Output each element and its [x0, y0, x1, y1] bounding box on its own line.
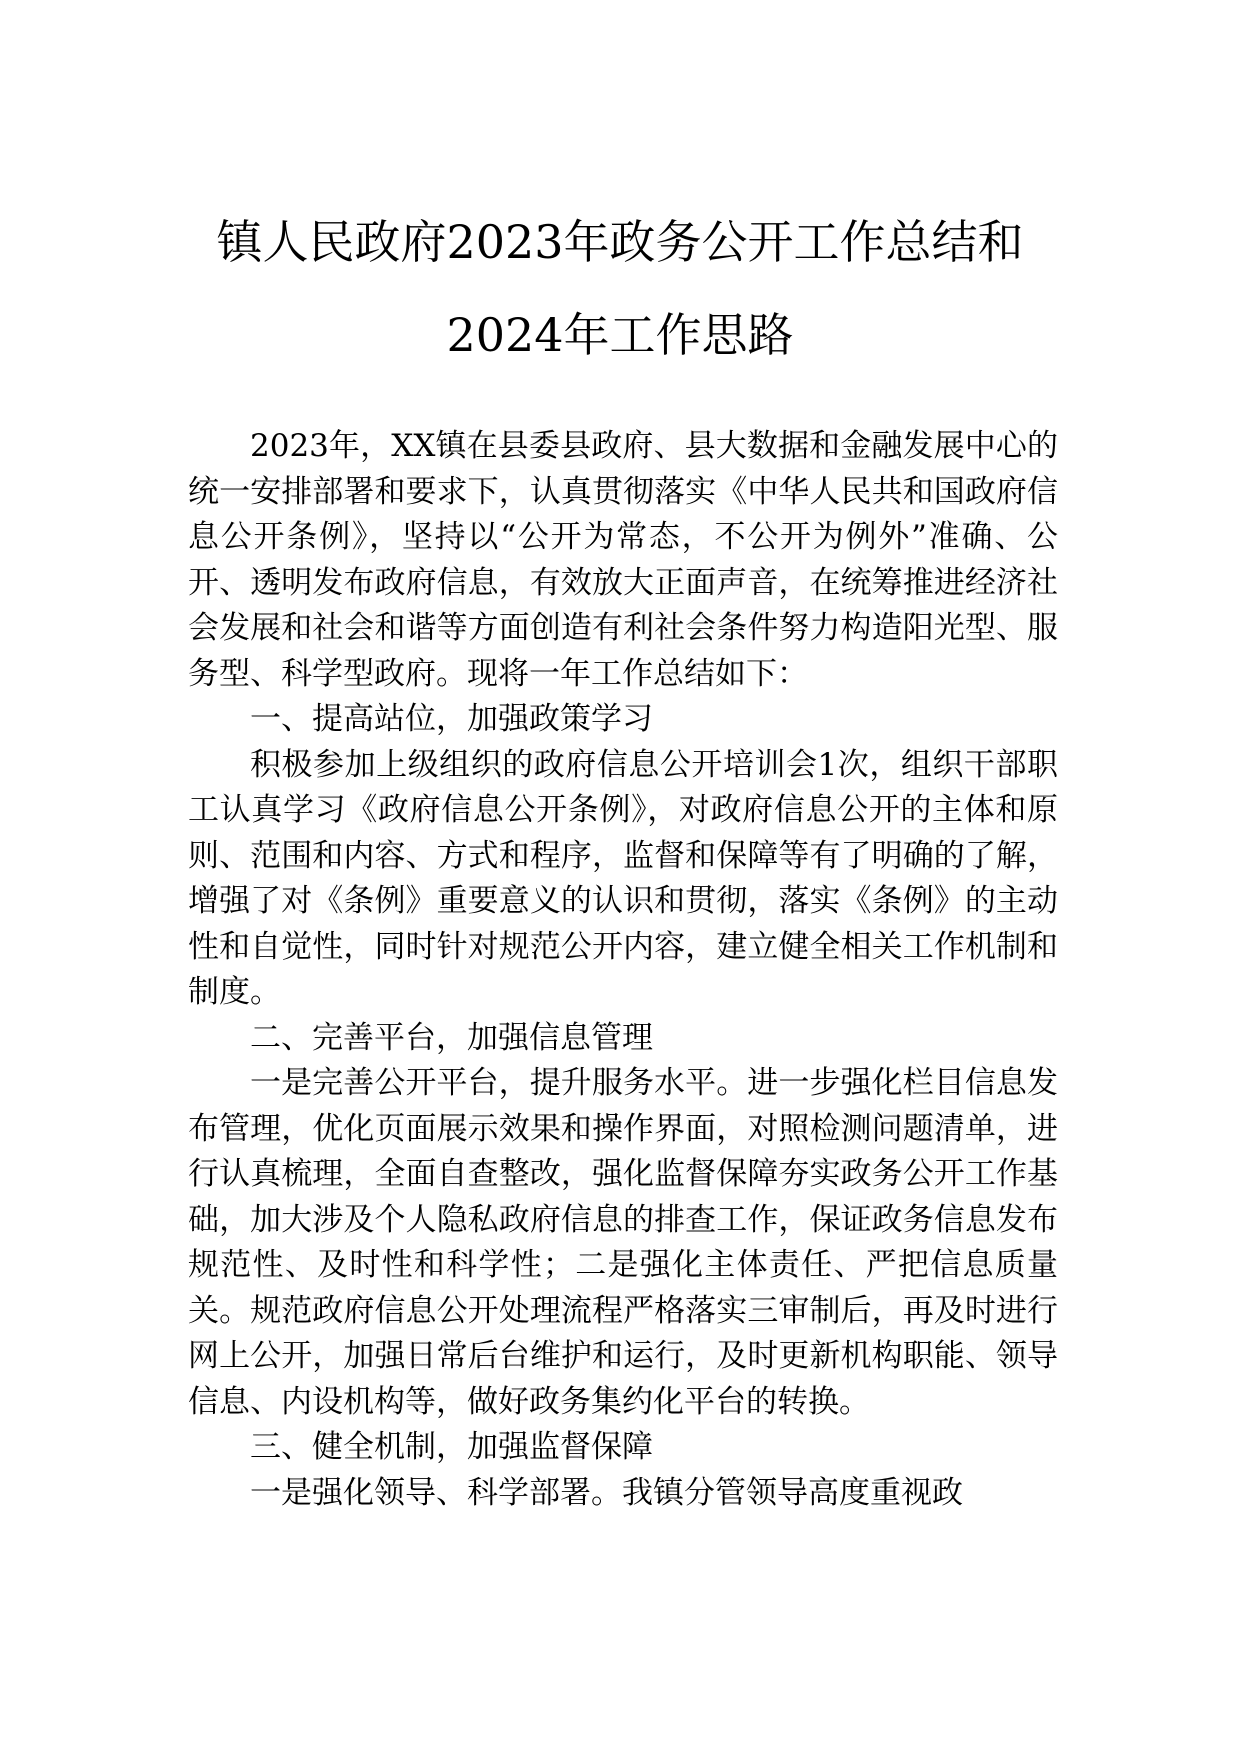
section-heading-2: 二、完善平台，加强信息管理 [250, 1019, 653, 1056]
document-body [188, 424, 1058, 1516]
section-1-paragraph: 积极参加上级组织的政府信息公开培训会1次，组织干部职工认真学习《政府信息公开条例》，对政府信息公开的主体和原则、范围和内容、方式和程序，监督和保障等有了明确的了解，增强了对《条例》重要意义的认识和贯彻，落实《条例》的主动性和自觉性，同时针对规范公开内容，建立健全相关工作机制和制度。 [188, 746, 1058, 1010]
section-heading-1: 一、提高站位，加强政策学习 [250, 701, 653, 737]
section-heading-3: 三、健全机制，加强监督保障 [250, 1429, 653, 1465]
section-3-paragraph: 一是强化领导、科学部署。我镇分管领导高度重视政 [250, 1474, 963, 1511]
intro-paragraph: 2023年，XX镇在县委县政府、县大数据和金融发展中心的统一安排部署和要求下，认真贯彻落实《中华人民共和国政府信息公开条例》，坚持以“公开为常态，不公开为例外”准确、公开、透明发布政府信息，有效放大正面声音，在统筹推进经济社会发展和社会和谐等方面创造有利社会条件努力构造阳光型、服务型、科学型政府。现将一年工作总结如下： [188, 428, 1058, 692]
document-title-line2: 2024年工作思路 [446, 308, 794, 362]
section-2-paragraph: 一是完善公开平台，提升服务水平。进一步强化栏目信息发布管理，优化页面展示效果和操作界面，对照检测问题清单，进行认真梳理，全面自查整改，强化监督保障夯实政务公开工作基础，加大涉及个人隐私政府信息的排查工作，保证政务信息发布规范性、及时性和科学性；二是强化主体责任、严把信息质量关。规范政府信息公开处理流程严格落实三审制后，再及时进行网上公开，加强日常后台维护和运行，及时更新机构职能、领导信息、内设机构等，做好政务集约化平台的转换。 [188, 1065, 1058, 1420]
document-title-line1: 镇人民政府2023年政务公开工作总结和 [216, 215, 1024, 269]
